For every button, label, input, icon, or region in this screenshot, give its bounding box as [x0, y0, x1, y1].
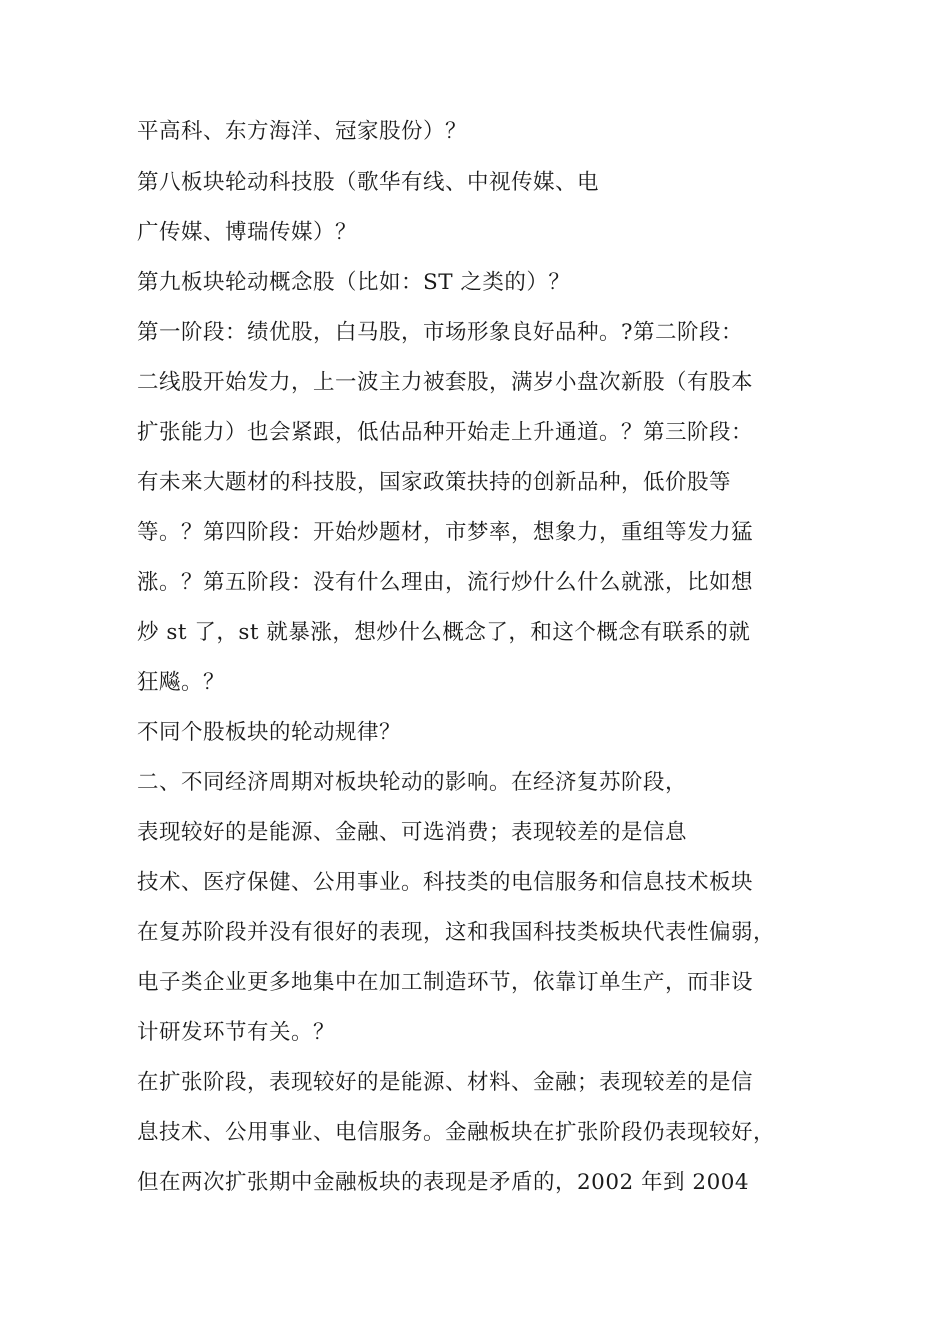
text-line: 第一阶段：绩优股，白马股，市场形象良好品种。?第二阶段：: [137, 320, 744, 345]
text-line: 但在两次扩张期中金融板块的表现是矛盾的，2002 年到 2004: [137, 1170, 750, 1195]
text-line: 涨。？第五阶段：没有什么理由，流行炒什么什么就涨，比如想: [137, 570, 754, 595]
text-line: 在扩张阶段，表现较好的是能源、材料、金融；表现较差的是信: [137, 1070, 754, 1095]
text-line: 扩张能力）也会紧跟，低估品种开始走上升通道。？第三阶段：: [137, 420, 754, 445]
section-heading: 不同个股板块的轮动规律？: [137, 720, 402, 745]
text-line: 有未来大题材的科技股，国家政策扶持的创新品种，低价股等: [137, 470, 732, 495]
text-line: 第八板块轮动科技股（歌华有线、中视传媒、电: [137, 170, 600, 195]
text-line: 狂飚。？: [137, 670, 226, 695]
text-line: 第九板块轮动概念股（比如：ST 之类的）？: [137, 270, 571, 295]
text-line: 平高科、东方海洋、冠家股份）？: [137, 119, 468, 144]
text-line: 等。？第四阶段：开始炒题材，市梦率，想象力，重组等发力猛: [137, 520, 754, 545]
text-line: 技术、医疗保健、公用事业。科技类的电信服务和信息技术板块: [137, 870, 754, 895]
text-line: 广传媒、博瑞传媒）？: [137, 220, 358, 245]
text-line: 电子类企业更多地集中在加工制造环节，依靠订单生产，而非设: [137, 970, 754, 995]
text-line: 表现较好的是能源、金融、可选消费；表现较差的是信息: [137, 820, 688, 845]
text-line: 在复苏阶段并没有很好的表现，这和我国科技类板块代表性偏弱，: [137, 920, 776, 945]
text-line: 计研发环节有关。？: [137, 1020, 336, 1045]
text-line: 炒 st 了，st 就暴涨，想炒什么概念了，和这个概念有联系的就: [137, 620, 751, 645]
text-line: 二、不同经济周期对板块轮动的影响。在经济复苏阶段，: [137, 770, 688, 795]
text-line: 二线股开始发力，上一波主力被套股，满岁小盘次新股（有股本: [137, 370, 754, 395]
text-line: 息技术、公用事业、电信服务。金融板块在扩张阶段仍表现较好，: [137, 1120, 776, 1145]
